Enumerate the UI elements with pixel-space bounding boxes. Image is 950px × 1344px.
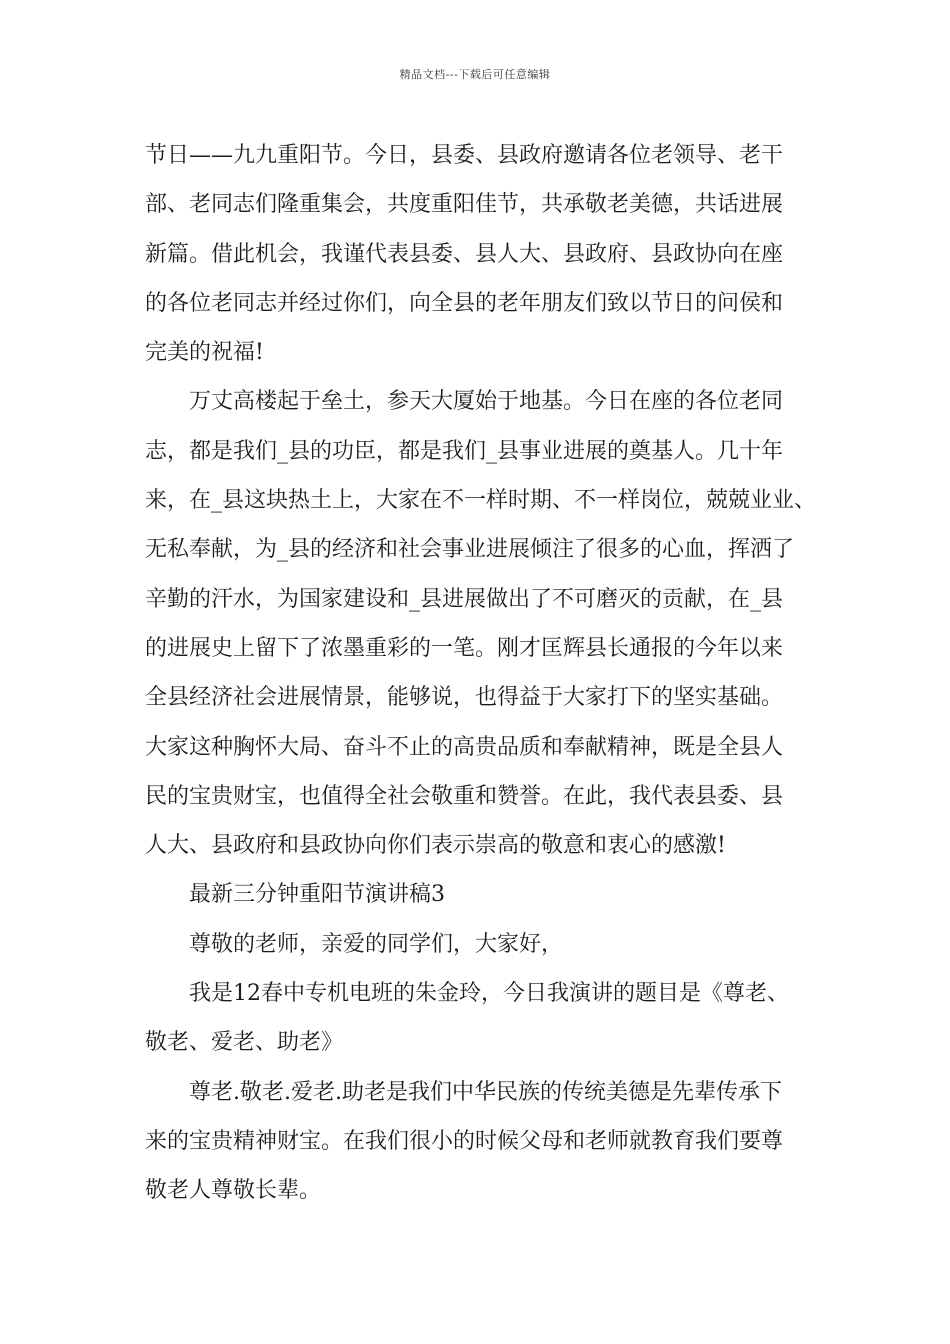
text-line: 部、老同志们隆重集会，共度重阳佳节，共承敬老美德，共话进展: [145, 192, 784, 218]
text-line: 的各位老同志并经过你们，向全县的老年朋友们致以节日的问侯和: [145, 290, 784, 316]
text-line: 大家这种胸怀大局、奋斗不止的高贵品质和奉献精神，既是全县人: [145, 734, 784, 760]
text-line: 万丈高楼起于垒土，参天大厦始于地基。今日在座的各位老同: [189, 389, 784, 415]
text-line: 节日——九九重阳节。今日，县委、县政府邀请各位老领导、老干: [145, 143, 784, 168]
text-line: 来，在_县这块热土上，大家在不一样时期、不一样岗位，兢兢业业、: [145, 488, 817, 514]
document-body: [145, 131, 835, 1216]
text-line: 尊老.敬老.爱老.助老是我们中华民族的传统美德是先辈传承下: [189, 1079, 782, 1105]
page-header: 精品文档---下载后可任意编辑: [399, 68, 551, 81]
text-line: 来的宝贵精神财宝。在我们很小的时候父母和老师就教育我们要尊: [145, 1128, 784, 1154]
text-line: 我是12春中专机电班的朱金玲，今日我演讲的题目是《尊老、: [189, 981, 789, 1007]
text-line: 民的宝贵财宝，也值得全社会敬重和赞誉。在此，我代表县委、县: [145, 783, 784, 809]
text-line: 敬老人尊敬长辈。: [145, 1178, 322, 1204]
text-line: 尊敬的老师，亲爱的同学们，大家好，: [189, 931, 564, 957]
text-line: 的进展史上留下了浓墨重彩的一笔。刚才匡辉县长通报的今年以来: [145, 635, 784, 661]
text-line: 志，都是我们_县的功臣，都是我们_县事业进展的奠基人。几十年: [145, 438, 784, 464]
text-line: 新篇。借此机会，我谨代表县委、县人大、县政府、县政协向在座: [145, 241, 784, 267]
text-line: 无私奉献，为_县的经济和社会事业进展倾注了很多的心血，挥洒了: [145, 537, 795, 563]
section-title: 最新三分钟重阳节演讲稿3: [189, 882, 445, 908]
text-line: 全县经济社会进展情景，能够说，也得益于大家打下的坚实基础。: [145, 685, 784, 711]
text-line: 辛勤的汗水，为国家建设和_县进展做出了不可磨灭的贡献，在_县: [145, 586, 784, 612]
text-line: 完美的祝福!: [145, 340, 264, 366]
text-line: 人大、县政府和县政协向你们表示崇高的敬意和衷心的感激!: [145, 833, 726, 859]
text-line: 敬老、爱老、助老》: [145, 1030, 344, 1056]
